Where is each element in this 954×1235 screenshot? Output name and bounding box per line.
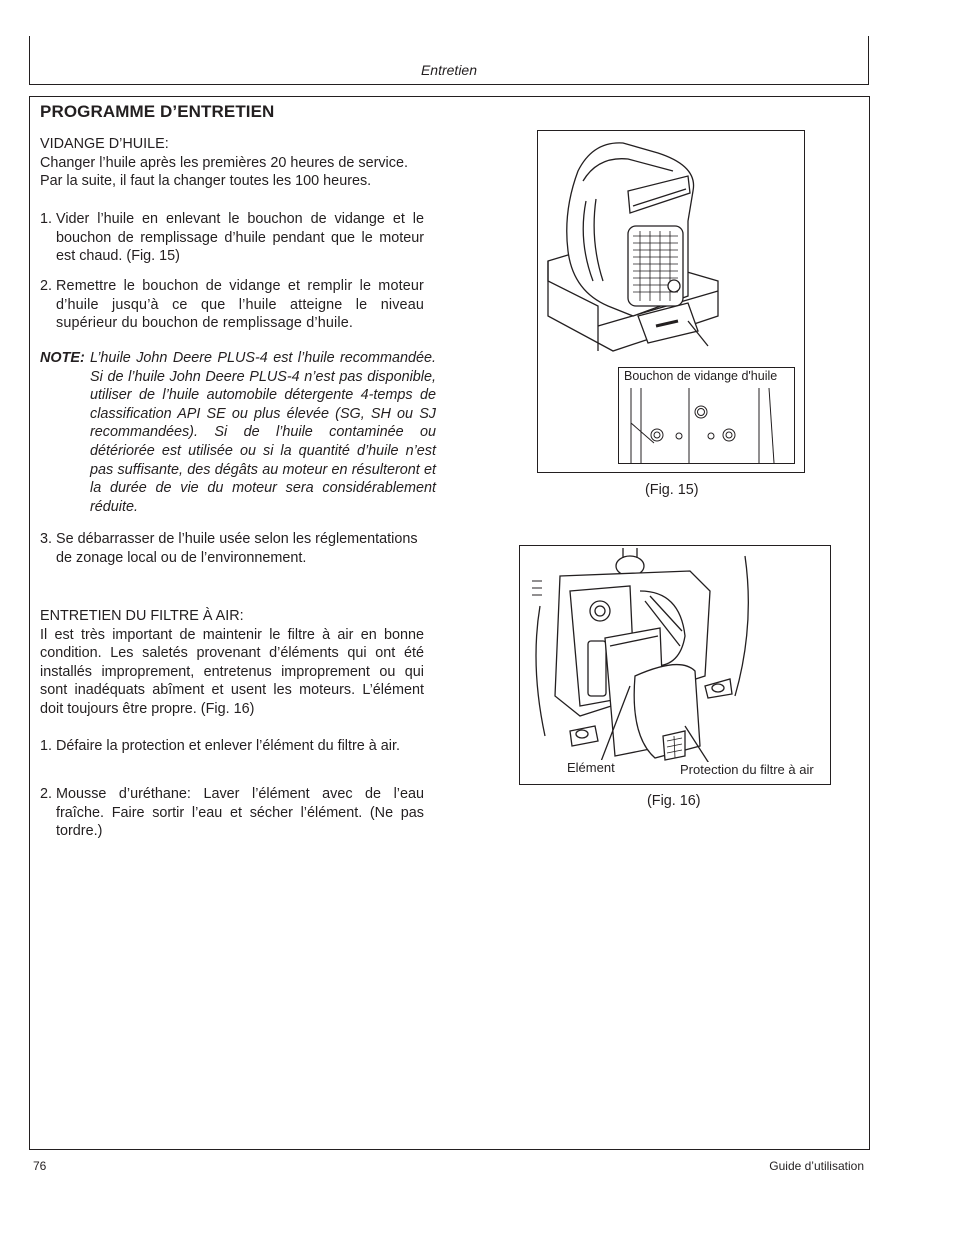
oil-step-1 <box>40 210 424 266</box>
step-number: 2. <box>40 786 53 802</box>
page-title: PROGRAMME D’ENTRETIEN <box>40 102 275 121</box>
figure-15-caption: (Fig. 15) <box>645 482 699 498</box>
cover-label: Protection du filtre à air <box>680 762 814 777</box>
figure-16-caption: (Fig. 16) <box>647 793 701 809</box>
oil-intro-line-1: Changer l’huile après les premières 20 heures de service. <box>40 154 408 171</box>
step-number: 3. <box>40 531 53 547</box>
step-text: Défaire la protection et enlever l’élément du filtre à air. <box>56 738 400 754</box>
oil-heading: VIDANGE D’HUILE: <box>40 136 169 152</box>
note-label: NOTE: <box>40 350 85 366</box>
oil-step-2 <box>40 277 424 333</box>
guide-name: Guide d’utilisation <box>769 1159 864 1173</box>
oil-intro-line-2: Par la suite, il faut la changer toutes les 100 heures. <box>40 173 372 190</box>
air-step-2 <box>40 785 424 841</box>
drain-plug-inset <box>618 367 795 464</box>
figure-15 <box>537 130 805 473</box>
element-label: Elément <box>567 760 615 775</box>
air-intro <box>40 607 424 719</box>
page-number: 76 <box>33 1159 47 1173</box>
note-text: L’huile John Deere PLUS-4 est l’huile recommandée. Si de l’huile John Deere PLUS-4 n’est pas disponible, utiliser de l’huile automobile détergente 4-temps de classification API SE ou plus élevée (SG, SH ou SJ recommandées). Si de l’huile contaminée ou détériorée est utilisée ou si la quantité d’huile n’est pas suffisante, des dégâts au moteur en résulteront et la durée de vie du moteur sera considérablement réduite. <box>90 350 436 515</box>
step-text: Vider l’huile en enlevant le bouchon de vidange et le bouchon de remplissage d’huile pendant que le moteur est chaud. (Fig. 15) <box>56 211 424 265</box>
step-text: Mousse d’uréthane: Laver l’élément avec de l’eau fraîche. Faire sortir l’eau et sécher l’élément. (Ne pas tordre.) <box>56 786 424 840</box>
oil-step-3 <box>40 530 424 567</box>
air-step-1 <box>40 737 424 756</box>
air-filter-illustration <box>520 546 829 783</box>
step-text: Se débarrasser de l’huile usée selon les réglementations de zonage local ou de l’environnement. <box>56 531 418 566</box>
oil-intro <box>40 135 424 191</box>
step-number: 1. <box>40 738 53 754</box>
air-intro-text: Il est très important de maintenir le filtre à air en bonne condition. Les saletés provenant d’éléments qui ont été installés improprement, entretenus improprement ou qui sont inadéquats abîment et usent les moteurs. L’élément doit toujours être propre. (Fig. 16) <box>40 626 424 717</box>
air-heading: ENTRETIEN DU FILTRE À AIR: <box>40 608 244 624</box>
oil-note <box>40 349 436 516</box>
section-title: Entretien <box>420 62 478 78</box>
drain-plug-label: Bouchon de vidange d'huile <box>624 369 778 383</box>
figure-16 <box>519 545 831 785</box>
header-box <box>29 36 869 85</box>
step-number: 1. <box>40 211 53 227</box>
step-text: Remettre le bouchon de vidange et remplir le moteur d’huile jusqu’à ce que l’huile atteigne le niveau supérieur du bouchon de remplissage d’huile. <box>56 278 424 332</box>
step-number: 2. <box>40 278 53 294</box>
